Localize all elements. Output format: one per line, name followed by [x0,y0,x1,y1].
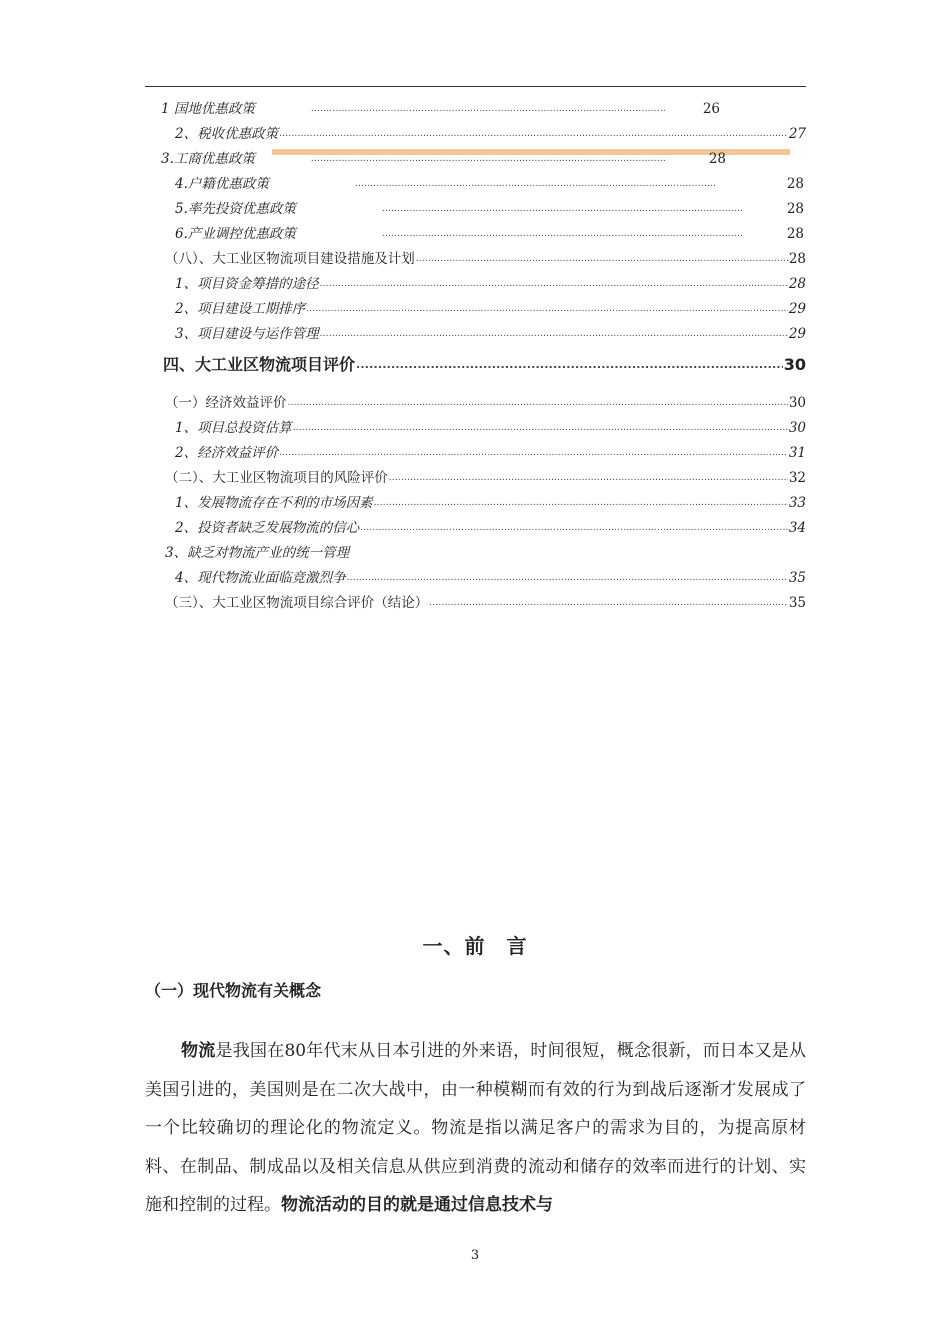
toc-leader-dots [306,298,788,318]
toc-entry-title: （二）、大工业区物流项目的风险评价 [165,470,388,486]
toc-entry[interactable] [145,146,806,168]
toc-entry[interactable] [145,440,806,462]
toc-entry-title: 3.工商优惠政策 [161,151,255,167]
toc-page-number: 29 [788,326,806,342]
toc-entry[interactable] [145,515,806,537]
toc-leader-dots [293,417,788,437]
toc-entry-title: （一）经济效益评价 [165,395,287,411]
toc-page-number: 28 [788,276,806,292]
toc-entry-title: 3、缺乏对物流产业的统一管理 [165,545,350,561]
toc-entry-title: 1 国地优惠政策 [161,101,255,117]
toc-entry[interactable] [145,352,806,374]
toc-entry[interactable] [145,271,806,293]
toc-leader-dots [320,323,788,343]
toc-leader-dots [382,198,742,218]
toc-entry[interactable] [145,96,806,118]
toc-page-number: 28 [786,176,804,192]
toc-page-number: 29 [788,301,806,317]
page-number: 3 [470,1248,480,1263]
toc-entry-title: 4、现代物流业面临竞激烈争 [175,570,346,586]
toc-page-number: 33 [788,495,806,511]
toc-page-number: 35 [788,570,806,586]
toc-entry-title: 1、项目资金筹措的途径 [175,276,319,292]
toc-entry[interactable] [145,246,806,268]
lead-term: 物流 [181,1041,216,1061]
toc-entry[interactable] [145,565,806,587]
toc-entry-title: 5.率先投资优惠政策 [175,201,296,217]
toc-entry[interactable] [145,171,806,193]
toc-page-number: 28 [788,251,806,267]
toc-leader-dots [360,517,788,537]
toc-entry[interactable] [145,121,806,143]
toc-entry[interactable] [145,465,806,487]
toc-entry-title: 2、投资者缺乏发展物流的信心 [175,520,360,536]
toc-leader-dots [356,354,783,374]
toc-leader-dots [320,273,788,293]
paragraph-emphasis: 物流活动的目的就是通过信息技术与 [281,1195,553,1215]
toc-leader-dots [416,248,788,268]
toc-leader-dots [382,223,742,243]
toc-page-number: 32 [788,470,806,486]
toc-leader-dots [429,592,788,612]
toc-entry-title: （三）、大工业区物流项目综合评价（结论） [165,595,429,611]
toc-page-number: 30 [788,395,806,411]
toc-leader-dots [279,442,788,462]
toc-entry[interactable] [145,390,806,412]
toc-entry-title: （八）、大工业区物流项目建设措施及计划 [165,251,415,267]
toc-entry[interactable] [145,321,806,343]
toc-leader-dots [311,148,666,168]
toc-page-number: 28 [786,226,804,242]
toc-entry-title: 2、项目建设工期排序 [175,301,306,317]
toc-entry-title: 4.户籍优惠政策 [175,176,269,192]
toc-entry[interactable] [145,221,806,243]
toc-entry[interactable] [145,540,806,562]
toc-entry[interactable] [145,590,806,612]
toc-page-number: 31 [788,445,806,461]
toc-leader-dots [288,392,788,412]
toc-entry-title: 2、税收优惠政策 [175,126,279,142]
toc-leader-dots [347,567,788,587]
subsection-heading: （一）现代物流有关概念 [145,981,322,1000]
toc-entry-title: 2、经济效益评价 [175,445,279,461]
toc-page-number: 34 [788,520,806,536]
toc-leader-dots [355,173,715,193]
toc-leader-dots [389,467,788,487]
toc-entry-title: 1、项目总投资估算 [175,420,292,436]
toc-entry[interactable] [145,415,806,437]
toc-entry-title: 6.产业调控优惠政策 [175,226,296,242]
paragraph-text: 是我国在80年代末从日本引进的外来语，时间很短，概念很新，而日本又是从美国引进的，美国则是在二次大战中，由一种模糊而有效的行为到战后逐渐才发展成了一个比较确切的理论化的物流定义。物流是指以满足客户的需求为目的，为提高原材料、在制品、制成品以及相关信息从供应到消费的流动和储存的效率而进行的计划、实施和控制的过程。 [145,1041,806,1215]
toc-page-number: 30 [788,420,806,436]
toc-leader-dots [311,98,666,118]
toc-entry-title: 1、发展物流存在不利的市场因素 [175,495,373,511]
toc-page-number: 26 [702,101,720,117]
toc-entry-title: 3、项目建设与运作管理 [175,326,319,342]
toc-leader-dots [374,492,788,512]
toc-leader-dots [279,123,788,143]
toc-page-number: 28 [786,201,804,217]
toc-page-number: 28 [708,151,726,167]
toc-entry[interactable] [145,296,806,318]
toc-entry[interactable] [145,196,806,218]
header-rule [145,86,806,87]
toc-entry-title: 四、大工业区物流项目评价 [163,355,356,374]
toc-entry[interactable] [145,490,806,512]
toc-page-number: 30 [783,355,806,374]
body-paragraph [145,1032,806,1225]
toc-page-number: 35 [788,595,806,611]
toc-page-number: 27 [788,126,806,142]
section-heading: 一、前 言 [422,934,528,958]
